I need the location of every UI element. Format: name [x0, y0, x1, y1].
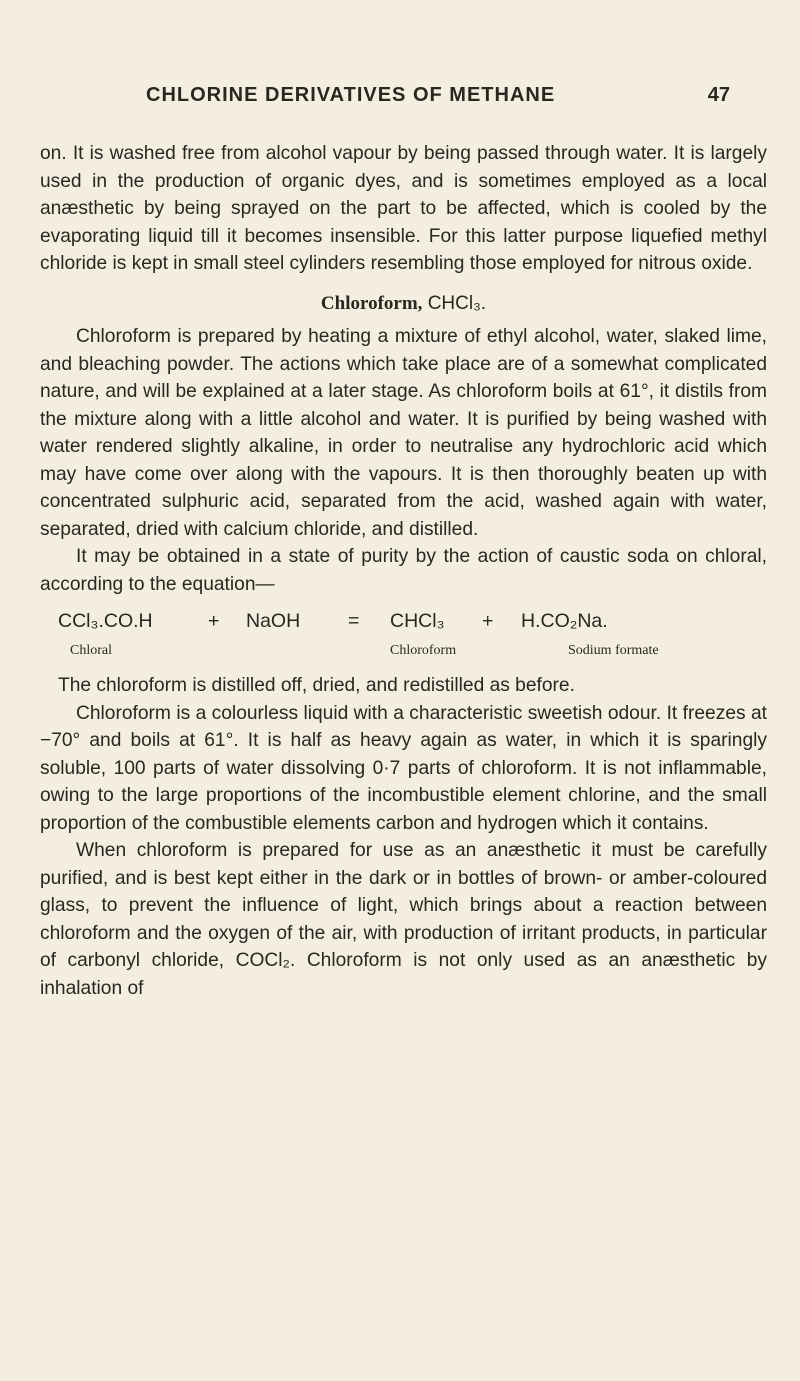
paragraph-methyl-chloride-uses: on. It is washed free from alcohol vapour by being passed through water. It is largely used in the production of organic dyes, and is sometimes employed as a local anæsthetic by being sprayed on the part to be affected, which is cooled by the evaporating liquid till it becomes insensible. For this latter purpose liquefied methyl chloride is kept in small steel cylinders resembling those employed for nitrous oxide.: [40, 143, 767, 274]
paragraph-anaesthetic-storage: When chloroform is prepared for use as an anæsthetic it must be carefully purified, and is best kept either in the dark or in bottles of brown- or amber-coloured glass, to prevent the influence of light, which brings about a reaction between chloroform and the oxygen of the air, with production of irritant products, in particular of carbonyl chloride, COCl₂. Chloroform is not only used as an anæsthetic by inhalation of: [40, 840, 767, 999]
paragraph-distillation: The chloroform is distilled off, dried, and redistilled as before.: [58, 675, 575, 696]
paragraph-chloroform-preparation: Chloroform is prepared by heating a mixture of ethyl alcohol, water, slaked lime, and bleaching powder. The actions which take place are of a somewhat complicated nature, and will be explained at a later stage. As chloroform boils at 61°, it distils from the mixture along with a little alcohol and water. It is purified by being washed with water rendered slightly alkaline, in order to neutralise any hydrochloric acid which may have come over along with the vapours. It is then thoroughly beaten up with concentrated sulphuric acid, separated from the acid, washed again with water, separated, dried with calcium chloride, and distilled.: [40, 326, 767, 540]
equation-label-sodium-formate: Sodium formate: [568, 643, 659, 658]
section-heading-formula: CHCl₃.: [427, 292, 487, 314]
equation-label-chloroform: Chloroform: [390, 643, 457, 658]
paragraph-chloral-method: It may be obtained in a state of purity by the action of caustic soda on chloral, according to the equation—: [40, 546, 767, 595]
equation-label-chloral: Chloral: [70, 643, 112, 658]
equation-term-sodium-formate: H.CO₂Na.: [521, 610, 608, 632]
equation-term-chloroform: CHCl₃: [390, 610, 445, 632]
equation-term-naoh: NaOH: [246, 610, 301, 632]
chemical-equation: [40, 608, 767, 666]
equation-plus-sign: +: [208, 610, 220, 632]
equation-term-chloral: CCl₃.CO.H: [58, 610, 153, 632]
section-heading-label: Chloroform,: [320, 292, 423, 314]
section-heading-chloroform: [40, 290, 767, 318]
running-title: CHLORINE DERIVATIVES OF METHANE: [146, 84, 556, 106]
page-number: 47: [707, 84, 730, 106]
paragraph-chloroform-properties: Chloroform is a colourless liquid with a characteristic sweetish odour. It freezes at −70° and boils at 61°. It is half as heavy again as water, in which it is sparingly soluble, 100 parts of water dissolving 0·7 parts of chloroform. It is not inflammable, owing to the large proportions of the incombustible element chlorine, and the small proportion of the combustible elements carbon and hydrogen which it contains.: [40, 702, 767, 834]
page-header: [130, 84, 730, 114]
equation-equals-sign: =: [348, 610, 360, 632]
body-text: [40, 140, 767, 1002]
equation-plus-sign-2: +: [482, 610, 494, 632]
